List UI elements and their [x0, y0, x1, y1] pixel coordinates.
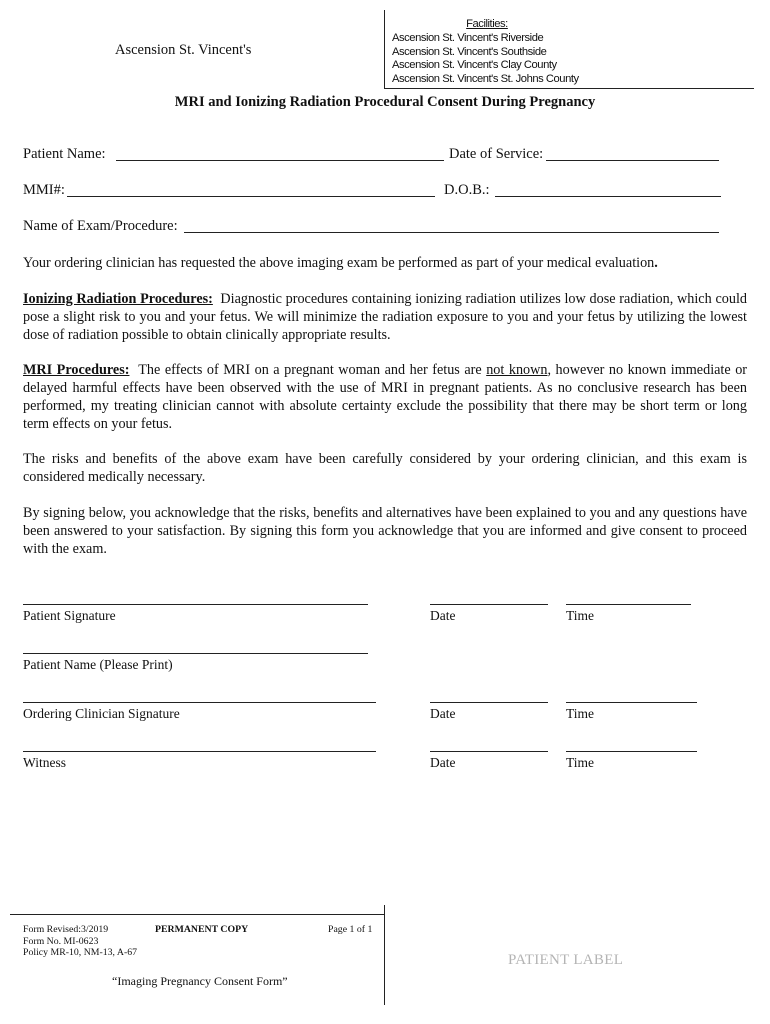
patient-label-area: PATIENT LABEL: [508, 952, 624, 968]
patient-time-line[interactable]: [566, 604, 691, 605]
ionizing-heading: Ionizing Radiation Procedures:: [23, 291, 213, 307]
patient-print-name-line[interactable]: [23, 653, 368, 654]
facilities-heading: Facilities:: [466, 18, 508, 30]
header-divider-vertical: [384, 10, 385, 88]
date-of-service-field[interactable]: [546, 160, 719, 161]
time-label: Time: [566, 608, 595, 623]
form-revised: Form Revised:3/2019: [23, 924, 109, 935]
date-label: Date: [430, 706, 456, 721]
witness-date-line[interactable]: [430, 751, 548, 752]
patient-date-line[interactable]: [430, 604, 548, 605]
dob-field[interactable]: [495, 196, 721, 197]
clinician-date-line[interactable]: [430, 702, 548, 703]
patient-signature-line[interactable]: [23, 604, 368, 605]
mri-text-b: , however no known immediate or delayed harmful effects have been observed with the use of MRI in pregnant patients. As no conclusive research has been performed, my treating clinician cannot with absolute certainty exclude the possibility that there may be short term or long term effects on your fetus.: [23, 362, 748, 432]
date-of-service-label: Date of Service:: [449, 146, 544, 162]
mmi-label: MMI#:: [23, 182, 65, 198]
exam-field[interactable]: [184, 232, 719, 233]
facility-item: Ascension St. Vincent's Clay County: [392, 59, 557, 72]
intro-text: Your ordering clinician has requested the above imaging exam be performed as part of your medical evaluation: [23, 255, 655, 271]
time-label: Time: [566, 755, 595, 770]
witness-label: Witness: [23, 755, 66, 770]
form-number: Form No. MI-0623: [23, 935, 99, 947]
date-label: Date: [430, 608, 456, 623]
patient-name-label: Patient Name:: [23, 146, 106, 162]
clinician-time-line[interactable]: [566, 702, 697, 703]
mri-not-known: not known: [486, 362, 548, 378]
ionizing-paragraph: [23, 290, 747, 344]
policy-number: Policy MR-10, NM-13, A-67: [23, 947, 138, 958]
exam-label: Name of Exam/Procedure:: [23, 218, 178, 234]
page-number: Page 1 of 1: [328, 924, 373, 935]
mri-heading: MRI Procedures:: [23, 362, 130, 378]
mri-paragraph: [23, 361, 747, 433]
patient-name-field[interactable]: [116, 160, 444, 161]
organization-name: Ascension St. Vincent's: [115, 42, 252, 58]
footer-divider-horizontal: [10, 914, 384, 915]
facility-item: Ascension St. Vincent's Southside: [392, 45, 547, 58]
facilities-block: [392, 18, 582, 87]
facility-item: Ascension St. Vincent's Riverside: [392, 31, 544, 44]
date-label: Date: [430, 755, 456, 770]
facility-item: Ascension St. Vincent's St. Johns County: [392, 73, 579, 86]
mmi-field[interactable]: [67, 196, 435, 197]
witness-signature-line[interactable]: [23, 751, 376, 752]
clinician-signature-line[interactable]: [23, 702, 376, 703]
form-alias: “Imaging Pregnancy Consent Form”: [112, 974, 288, 988]
dob-label: D.O.B.:: [444, 182, 490, 198]
time-label: Time: [566, 706, 595, 721]
permanent-copy: PERMANENT COPY: [155, 924, 249, 935]
intro-period: .: [654, 255, 658, 271]
patient-print-name-label: Patient Name (Please Print): [23, 657, 173, 672]
intro-paragraph: [23, 254, 747, 272]
clinician-signature-label: Ordering Clinician Signature: [23, 706, 180, 721]
page-title: MRI and Ionizing Radiation Procedural Consent During Pregnancy: [174, 94, 596, 110]
witness-time-line[interactable]: [566, 751, 697, 752]
risks-paragraph: The risks and benefits of the above exam have been carefully considered by your ordering clinician, and this exam is considered medically necessary.: [23, 451, 747, 485]
form-info: [23, 924, 137, 959]
ionizing-text: Diagnostic procedures containing ionizing radiation utilizes low dose radiation, which could pose a slight risk to you and your fetus. We will minimize the radiation exposure to you and your fetus by utilizing the lowest dose of radiation possible to obtain clinically appropriate results.: [23, 291, 747, 343]
patient-signature-label: Patient Signature: [23, 608, 116, 623]
mri-text-a: The effects of MRI on a pregnant woman and her fetus are: [138, 362, 482, 378]
consent-paragraph: By signing below, you acknowledge that the risks, benefits and alternatives have been explained to you and any questions have been answered to your satisfaction. By signing this form you acknowledge that you are informed and give consent to proceed with the exam.: [23, 505, 747, 557]
footer-divider-vertical: [384, 905, 385, 1005]
header-divider-horizontal: [384, 88, 754, 89]
